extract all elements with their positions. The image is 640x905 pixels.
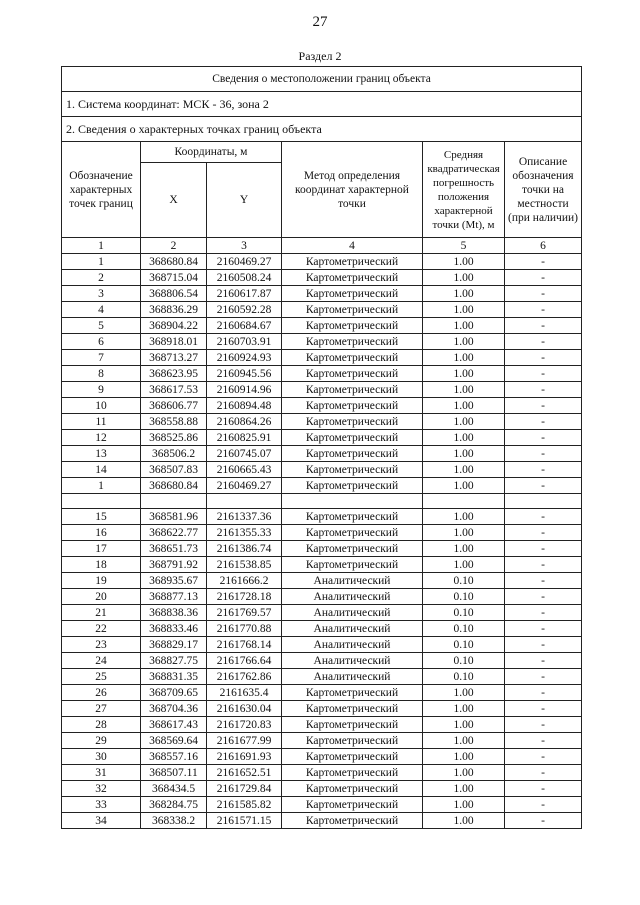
cell-method: Картометрический: [282, 382, 423, 398]
cell-coord-y: 2161769.57: [207, 605, 282, 621]
cell-coord-x: 368606.77: [141, 398, 207, 414]
cell-coord-x: 368829.17: [141, 637, 207, 653]
cell-coord-y: 2161630.04: [207, 701, 282, 717]
cell-point-id: 23: [62, 637, 141, 653]
cell-description: -: [505, 749, 582, 765]
cell-point-id: 4: [62, 302, 141, 318]
cell-method: Аналитический: [282, 653, 423, 669]
cell-point-id: 8: [62, 366, 141, 382]
col-number: 1: [62, 238, 141, 254]
cell-coord-x: 368704.36: [141, 701, 207, 717]
section-label: Раздел 2: [298, 49, 342, 63]
cell-description: -: [505, 813, 582, 829]
cell-point-id: 30: [62, 749, 141, 765]
cell-coord-y: 2161762.86: [207, 669, 282, 685]
cell-coord-y: 2161770.88: [207, 621, 282, 637]
cell-error-mt: 1.00: [423, 685, 505, 701]
cell-error-mt: 1.00: [423, 366, 505, 382]
cell-method: Картометрический: [282, 733, 423, 749]
cell-error-mt: 0.10: [423, 669, 505, 685]
table-row: [62, 462, 582, 478]
cell-method: Картометрический: [282, 446, 423, 462]
cell-coord-x: 368617.53: [141, 382, 207, 398]
cell-point-id: 31: [62, 765, 141, 781]
cell-point-id: 19: [62, 573, 141, 589]
cell-description: -: [505, 733, 582, 749]
cell-coord-y: 2160508.24: [207, 270, 282, 286]
cell-error-mt: 0.10: [423, 589, 505, 605]
cell-error-mt: 1.00: [423, 813, 505, 829]
cell-coord-x: 368791.92: [141, 557, 207, 573]
cell-description: [505, 494, 582, 509]
cell-coord-y: 2160825.91: [207, 430, 282, 446]
cell-coord-x: 368680.84: [141, 254, 207, 270]
cell-coord-x: 368623.95: [141, 366, 207, 382]
table-row: [62, 366, 582, 382]
cell-point-id: 34: [62, 813, 141, 829]
cell-coord-x: 368558.88: [141, 414, 207, 430]
cell-point-id: 12: [62, 430, 141, 446]
cell-error-mt: 0.10: [423, 573, 505, 589]
cell-error-mt: 1.00: [423, 765, 505, 781]
cell-coord-y: 2160469.27: [207, 254, 282, 270]
cell-method: Картометрический: [282, 797, 423, 813]
cell-point-id: 33: [62, 797, 141, 813]
table-row: [62, 733, 582, 749]
cell-point-id: 27: [62, 701, 141, 717]
cell-error-mt: 1.00: [423, 398, 505, 414]
cell-coord-y: 2160665.43: [207, 462, 282, 478]
table-row: [62, 350, 582, 366]
cell-error-mt: 1.00: [423, 270, 505, 286]
coord-system-row: [62, 92, 582, 117]
table-row: [62, 525, 582, 541]
cell-description: -: [505, 270, 582, 286]
table-row: [62, 270, 582, 286]
cell-point-id: 14: [62, 462, 141, 478]
cell-error-mt: [423, 494, 505, 509]
cell-method: Картометрический: [282, 557, 423, 573]
table-title-row: [62, 67, 582, 92]
cell-method: Аналитический: [282, 605, 423, 621]
cell-method: Картометрический: [282, 749, 423, 765]
cell-point-id: 1: [62, 478, 141, 494]
cell-method: Картометрический: [282, 765, 423, 781]
points-title: 2. Сведения о характерных точках границ объекта: [62, 117, 582, 142]
cell-method: Картометрический: [282, 685, 423, 701]
table-row: [62, 430, 582, 446]
cell-coord-x: 368507.11: [141, 765, 207, 781]
cell-point-id: 29: [62, 733, 141, 749]
cell-coord-y: 2160684.67: [207, 318, 282, 334]
cell-point-id: 18: [62, 557, 141, 573]
cell-method: Аналитический: [282, 621, 423, 637]
cell-description: -: [505, 797, 582, 813]
cell-method: Картометрический: [282, 254, 423, 270]
cell-coord-x: 368617.43: [141, 717, 207, 733]
cell-point-id: 2: [62, 270, 141, 286]
cell-point-id: 21: [62, 605, 141, 621]
table-row: [62, 302, 582, 318]
cell-method: Картометрический: [282, 318, 423, 334]
cell-point-id: 1: [62, 254, 141, 270]
table-row: [62, 653, 582, 669]
cell-coord-x: 368838.36: [141, 605, 207, 621]
cell-coord-x: 368831.35: [141, 669, 207, 685]
cell-point-id: 16: [62, 525, 141, 541]
cell-method: Картометрический: [282, 525, 423, 541]
column-number-row: [62, 238, 582, 254]
cell-coord-y: 2161386.74: [207, 541, 282, 557]
cell-coord-y: 2161728.18: [207, 589, 282, 605]
cell-point-id: 15: [62, 509, 141, 525]
cell-coord-y: 2160914.96: [207, 382, 282, 398]
cell-point-id: 32: [62, 781, 141, 797]
cell-error-mt: 1.00: [423, 525, 505, 541]
cell-error-mt: 1.00: [423, 350, 505, 366]
table-row: [62, 701, 582, 717]
table-row: [62, 398, 582, 414]
header-coords: Координаты, м: [141, 142, 282, 163]
cell-error-mt: 1.00: [423, 478, 505, 494]
table-row: [62, 813, 582, 829]
cell-description: -: [505, 621, 582, 637]
cell-description: -: [505, 286, 582, 302]
col-number: 6: [505, 238, 582, 254]
cell-description: -: [505, 350, 582, 366]
cell-coord-y: 2161720.83: [207, 717, 282, 733]
table-row: [62, 717, 582, 733]
cell-error-mt: 1.00: [423, 286, 505, 302]
boundary-points-table: [61, 66, 582, 829]
cell-point-id: 20: [62, 589, 141, 605]
cell-coord-y: 2160469.27: [207, 478, 282, 494]
cell-coord-y: 2161652.51: [207, 765, 282, 781]
cell-coord-x: 368709.65: [141, 685, 207, 701]
cell-point-id: 22: [62, 621, 141, 637]
cell-coord-x: 368833.46: [141, 621, 207, 637]
table-row: [62, 797, 582, 813]
cell-point-id: 25: [62, 669, 141, 685]
cell-method: Картометрический: [282, 302, 423, 318]
cell-point-id: 11: [62, 414, 141, 430]
cell-coord-x: 368877.13: [141, 589, 207, 605]
cell-description: -: [505, 334, 582, 350]
table-row: [62, 509, 582, 525]
cell-description: -: [505, 398, 582, 414]
cell-error-mt: 1.00: [423, 509, 505, 525]
header-y: Y: [207, 163, 282, 238]
table-row: [62, 254, 582, 270]
cell-method: Аналитический: [282, 637, 423, 653]
cell-description: -: [505, 366, 582, 382]
cell-coord-x: 368507.83: [141, 462, 207, 478]
table-row: [62, 765, 582, 781]
cell-coord-x: 368918.01: [141, 334, 207, 350]
cell-coord-x: 368434.5: [141, 781, 207, 797]
cell-coord-x: 368904.22: [141, 318, 207, 334]
cell-method: Картометрический: [282, 350, 423, 366]
cell-description: -: [505, 589, 582, 605]
cell-description: -: [505, 302, 582, 318]
cell-error-mt: 0.10: [423, 605, 505, 621]
cell-coord-x: 368338.2: [141, 813, 207, 829]
cell-method: Картометрический: [282, 462, 423, 478]
cell-coord-y: 2161538.85: [207, 557, 282, 573]
cell-error-mt: 1.00: [423, 414, 505, 430]
header-row-1: [62, 142, 582, 163]
cell-description: -: [505, 573, 582, 589]
cell-coord-x: 368506.2: [141, 446, 207, 462]
cell-coord-y: 2161337.36: [207, 509, 282, 525]
cell-coord-x: 368557.16: [141, 749, 207, 765]
cell-error-mt: 1.00: [423, 334, 505, 350]
cell-coord-x: 368713.27: [141, 350, 207, 366]
table-row: [62, 781, 582, 797]
table-row: [62, 557, 582, 573]
table-row: [62, 286, 582, 302]
header-method: Метод определения координат характерной точки: [282, 142, 423, 238]
cell-coord-y: 2161729.84: [207, 781, 282, 797]
cell-coord-x: [141, 494, 207, 509]
cell-coord-y: 2160894.48: [207, 398, 282, 414]
cell-description: -: [505, 541, 582, 557]
table-row: [62, 685, 582, 701]
table-row: [62, 573, 582, 589]
cell-description: -: [505, 653, 582, 669]
cell-method: [282, 494, 423, 509]
header-desc: Описание обозначения точки на местности (при наличии): [505, 142, 582, 238]
cell-error-mt: 1.00: [423, 541, 505, 557]
cell-coord-y: 2160924.93: [207, 350, 282, 366]
cell-method: Картометрический: [282, 270, 423, 286]
cell-error-mt: 1.00: [423, 701, 505, 717]
cell-method: Аналитический: [282, 573, 423, 589]
cell-coord-y: 2160703.91: [207, 334, 282, 350]
col-number: 4: [282, 238, 423, 254]
cell-description: -: [505, 637, 582, 653]
cell-point-id: 5: [62, 318, 141, 334]
table-row: [62, 334, 582, 350]
table-title: Сведения о местоположении границ объекта: [62, 67, 582, 92]
cell-method: Картометрический: [282, 541, 423, 557]
cell-point-id: 17: [62, 541, 141, 557]
cell-point-id: 10: [62, 398, 141, 414]
cell-coord-y: 2160592.28: [207, 302, 282, 318]
cell-coord-y: 2160945.56: [207, 366, 282, 382]
cell-method: Картометрический: [282, 701, 423, 717]
cell-description: -: [505, 669, 582, 685]
col-number: 5: [423, 238, 505, 254]
cell-coord-y: 2161666.2: [207, 573, 282, 589]
cell-error-mt: 1.00: [423, 781, 505, 797]
cell-coord-x: 368715.04: [141, 270, 207, 286]
cell-coord-x: 368651.73: [141, 541, 207, 557]
cell-coord-y: 2161355.33: [207, 525, 282, 541]
cell-method: Картометрический: [282, 478, 423, 494]
cell-description: -: [505, 478, 582, 494]
cell-error-mt: 1.00: [423, 446, 505, 462]
cell-error-mt: 0.10: [423, 653, 505, 669]
cell-coord-x: 368836.29: [141, 302, 207, 318]
cell-method: Картометрический: [282, 366, 423, 382]
cell-method: Картометрический: [282, 430, 423, 446]
cell-coord-x: 368827.75: [141, 653, 207, 669]
cell-coord-y: 2161766.64: [207, 653, 282, 669]
cell-error-mt: 0.10: [423, 637, 505, 653]
cell-description: -: [505, 446, 582, 462]
cell-description: -: [505, 462, 582, 478]
cell-error-mt: 1.00: [423, 430, 505, 446]
cell-coord-x: 368622.77: [141, 525, 207, 541]
col-number: 3: [207, 238, 282, 254]
table-row: [62, 637, 582, 653]
cell-description: -: [505, 765, 582, 781]
cell-coord-x: 368680.84: [141, 478, 207, 494]
cell-error-mt: 1.00: [423, 302, 505, 318]
cell-error-mt: 0.10: [423, 621, 505, 637]
cell-coord-x: 368284.75: [141, 797, 207, 813]
cell-error-mt: 1.00: [423, 462, 505, 478]
cell-error-mt: 1.00: [423, 749, 505, 765]
cell-description: -: [505, 509, 582, 525]
cell-method: Картометрический: [282, 414, 423, 430]
table-row: [62, 669, 582, 685]
cell-coord-y: 2160617.87: [207, 286, 282, 302]
cell-coord-x: 368806.54: [141, 286, 207, 302]
page-number: 27: [312, 14, 328, 30]
cell-error-mt: 1.00: [423, 717, 505, 733]
cell-method: Картометрический: [282, 334, 423, 350]
points-title-row: [62, 117, 582, 142]
cell-description: -: [505, 557, 582, 573]
cell-coord-y: 2161571.15: [207, 813, 282, 829]
cell-error-mt: 1.00: [423, 733, 505, 749]
cell-coord-x: 368935.67: [141, 573, 207, 589]
cell-description: -: [505, 685, 582, 701]
table-row: [62, 494, 582, 509]
cell-point-id: [62, 494, 141, 509]
cell-description: -: [505, 717, 582, 733]
cell-method: Аналитический: [282, 669, 423, 685]
cell-error-mt: 1.00: [423, 318, 505, 334]
table-row: [62, 446, 582, 462]
cell-description: -: [505, 430, 582, 446]
table-row: [62, 605, 582, 621]
cell-error-mt: 1.00: [423, 254, 505, 270]
cell-coord-x: 368525.86: [141, 430, 207, 446]
cell-error-mt: 1.00: [423, 557, 505, 573]
cell-coord-y: 2161768.14: [207, 637, 282, 653]
table-row: [62, 749, 582, 765]
cell-point-id: 24: [62, 653, 141, 669]
cell-method: Картометрический: [282, 813, 423, 829]
table-row: [62, 621, 582, 637]
cell-point-id: 26: [62, 685, 141, 701]
cell-description: -: [505, 525, 582, 541]
table-row: [62, 589, 582, 605]
cell-point-id: 13: [62, 446, 141, 462]
table-row: [62, 414, 582, 430]
table-row: [62, 318, 582, 334]
cell-point-id: 28: [62, 717, 141, 733]
table-row: [62, 478, 582, 494]
cell-description: -: [505, 781, 582, 797]
cell-coord-x: 368581.96: [141, 509, 207, 525]
cell-description: -: [505, 318, 582, 334]
cell-coord-y: 2161585.82: [207, 797, 282, 813]
cell-coord-y: [207, 494, 282, 509]
cell-description: -: [505, 414, 582, 430]
cell-point-id: 6: [62, 334, 141, 350]
cell-point-id: 7: [62, 350, 141, 366]
cell-error-mt: 1.00: [423, 382, 505, 398]
header-x: X: [141, 163, 207, 238]
cell-method: Аналитический: [282, 589, 423, 605]
cell-point-id: 9: [62, 382, 141, 398]
cell-description: -: [505, 382, 582, 398]
table-row: [62, 541, 582, 557]
cell-coord-y: 2160864.26: [207, 414, 282, 430]
cell-description: -: [505, 701, 582, 717]
cell-coord-y: 2161677.99: [207, 733, 282, 749]
cell-coord-y: 2160745.07: [207, 446, 282, 462]
cell-method: Картометрический: [282, 286, 423, 302]
cell-description: -: [505, 605, 582, 621]
cell-coord-y: 2161635.4: [207, 685, 282, 701]
header-point: Обозначение характерных точек границ: [62, 142, 141, 238]
cell-coord-y: 2161691.93: [207, 749, 282, 765]
cell-point-id: 3: [62, 286, 141, 302]
cell-method: Картометрический: [282, 781, 423, 797]
cell-coord-x: 368569.64: [141, 733, 207, 749]
cell-description: -: [505, 254, 582, 270]
table-row: [62, 382, 582, 398]
cell-method: Картометрический: [282, 398, 423, 414]
cell-error-mt: 1.00: [423, 797, 505, 813]
header-error: Средняя квадратическая погрешность положения характерной точки (Mt), м: [423, 142, 505, 238]
cell-method: Картометрический: [282, 717, 423, 733]
coord-system: 1. Система координат: МСК - 36, зона 2: [62, 92, 582, 117]
cell-method: Картометрический: [282, 509, 423, 525]
col-number: 2: [141, 238, 207, 254]
table-body: [62, 67, 582, 829]
